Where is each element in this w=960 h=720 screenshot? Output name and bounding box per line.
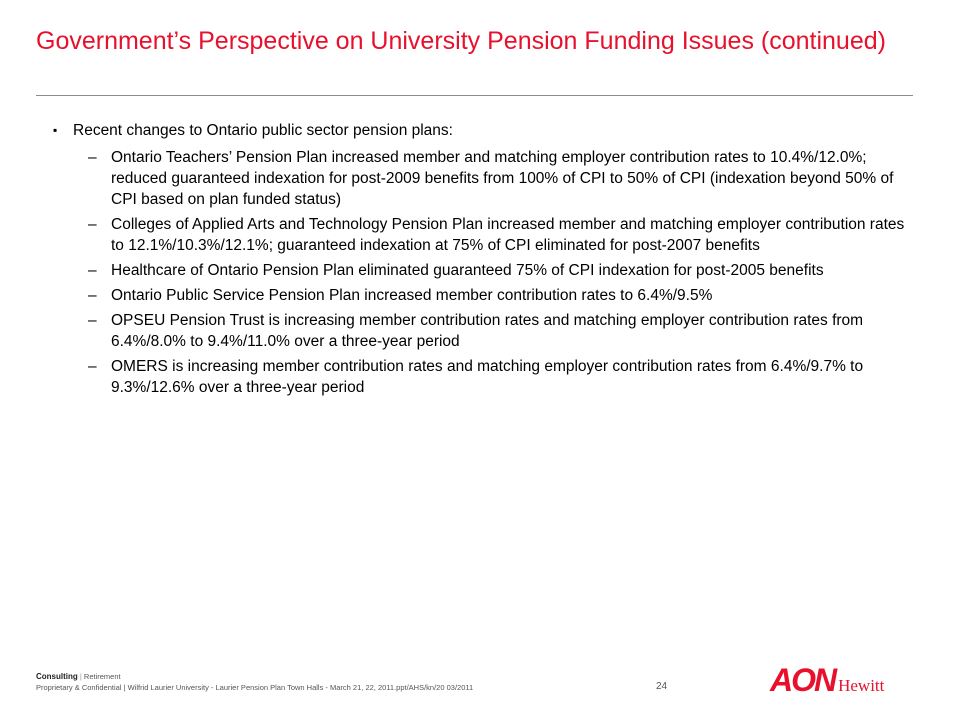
footer-separator: | bbox=[79, 672, 82, 681]
dash-bullet-icon: – bbox=[88, 312, 97, 329]
sub-bullet-text: Healthcare of Ontario Pension Plan eliminated guaranteed 75% of CPI indexation for post-2005 benefits bbox=[111, 262, 824, 279]
title-divider bbox=[36, 95, 913, 96]
sub-bullet-text: Ontario Public Service Pension Plan increased member contribution rates to 6.4%/9.5% bbox=[111, 287, 713, 304]
sub-bullet-text: OPSEU Pension Trust is increasing member contribution rates and matching employer contribution rates from 6.4%/8.0% to 9.4%/11.0% over a three-year period bbox=[111, 312, 864, 350]
dash-bullet-icon: – bbox=[88, 287, 97, 304]
dash-bullet-icon: – bbox=[88, 262, 97, 279]
sub-bullet-list bbox=[36, 147, 916, 398]
sub-bullet-text: Colleges of Applied Arts and Technology Pension Plan increased member and matching employer contribution rates to 12.1%/10.3%/12.1%; guaranteed indexation at 75% of CPI eliminated for post-2007 benefits bbox=[111, 216, 905, 254]
sub-bullet-item bbox=[36, 260, 916, 281]
slide-footer bbox=[36, 671, 473, 693]
main-bullet-text: Recent changes to Ontario public sector pension plans: bbox=[73, 122, 453, 139]
sub-bullet-item bbox=[36, 356, 916, 398]
footer-line-1 bbox=[36, 671, 473, 682]
aon-hewitt-logo bbox=[770, 662, 884, 698]
aon-logo-text: AON bbox=[770, 662, 836, 698]
sub-bullet-item bbox=[36, 214, 916, 256]
dash-bullet-icon: – bbox=[88, 358, 97, 375]
dash-bullet-icon: – bbox=[88, 216, 97, 233]
square-bullet-icon: ▪ bbox=[53, 123, 58, 137]
footer-category: Retirement bbox=[83, 672, 121, 681]
sub-bullet-item bbox=[36, 285, 916, 306]
sub-bullet-text: OMERS is increasing member contribution rates and matching employer contribution rates from 6.4%/9.7% to 9.3%/12.6% over a three-year period bbox=[111, 358, 864, 396]
main-bullet bbox=[36, 120, 916, 141]
page-number: 24 bbox=[656, 681, 668, 692]
sub-bullet-text: Ontario Teachers’ Pension Plan increased member and matching employer contribution rates to 10.4%/12.0%; reduced guaranteed indexation for post-2009 benefits from 100% of CPI to 50% of CPI (indexation beyond 50% of CPI based on plan funded status) bbox=[111, 149, 894, 208]
slide-content bbox=[36, 120, 916, 402]
footer-brand: Consulting bbox=[36, 672, 78, 681]
dash-bullet-icon: – bbox=[88, 149, 97, 166]
sub-bullet-item bbox=[36, 147, 916, 210]
hewitt-logo-text: Hewitt bbox=[838, 676, 885, 695]
sub-bullet-item bbox=[36, 310, 916, 352]
slide-title: Government’s Perspective on University Pension Funding Issues (continued) bbox=[36, 27, 886, 55]
footer-line-2: Proprietary & Confidential | Wilfrid Laurier University - Laurier Pension Plan Town Halls - March 21, 22, 2011.ppt/AHS/kn/20 03/2011 bbox=[36, 683, 474, 692]
